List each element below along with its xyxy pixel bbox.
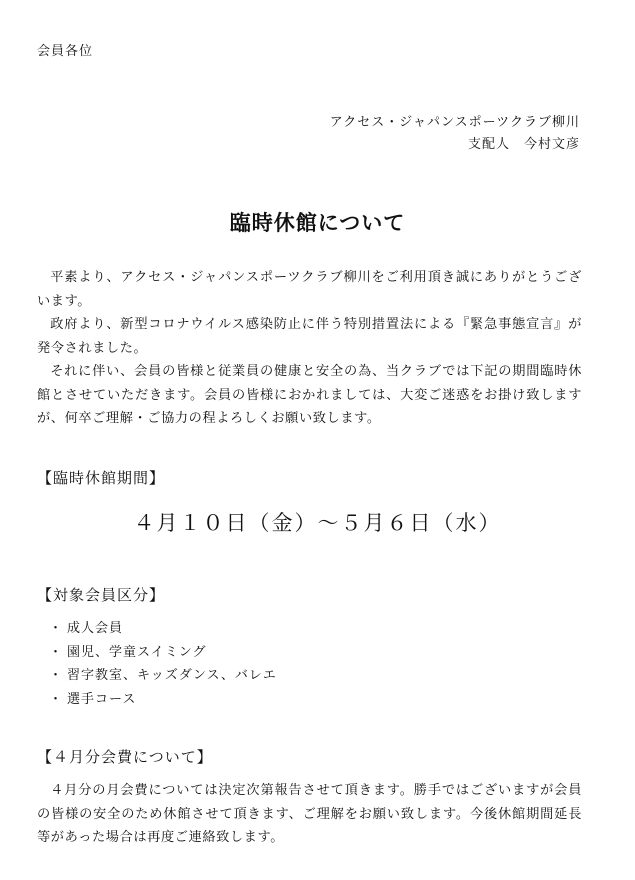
addressee: 会員各位 xyxy=(37,44,94,59)
page-title: 臨時休館について xyxy=(229,210,406,235)
intro-paragraph-declaration: 政府より、新型コロナウイルス感染防止に伴う特別措置法による『緊急事態宣言』が発令されました。 xyxy=(37,317,582,356)
bullet: ・ xyxy=(49,668,64,683)
intro-section xyxy=(37,266,582,431)
list-item xyxy=(49,688,277,712)
list-item-label: 成人会員 xyxy=(67,621,124,636)
closure-period-dates: ４月１０日（金）～５月６日（水） xyxy=(133,511,502,535)
target-members-list xyxy=(49,617,277,711)
april-fee-heading: 【４月分会費について】 xyxy=(37,748,213,766)
list-item-label: 園児、学童スイミング xyxy=(67,644,207,660)
list-item-label: 習字教室、キッズダンス、バレエ xyxy=(67,668,277,683)
sender-manager: 支配人 今村文彦 xyxy=(467,137,580,152)
closure-period-heading: 【臨時休館期間】 xyxy=(37,469,166,487)
bullet: ・ xyxy=(49,644,64,660)
intro-paragraph-greeting: 平素より、アクセス・ジャパンスポーツクラブ柳川をご利用頂き誠にありがとうございます。 xyxy=(37,270,582,309)
list-item xyxy=(49,641,277,665)
bullet: ・ xyxy=(49,691,64,707)
april-fee-section xyxy=(37,779,582,850)
bullet: ・ xyxy=(49,621,64,636)
list-item xyxy=(49,664,277,688)
intro-paragraph-closure: それに伴い、会員の皆様と従業員の健康と安全の為、当クラブでは下記の期間臨時休館とさせていただきます。会員の皆様におかれましては、大変ご迷惑をお掛け致しますが、何卒ご理解・ご協力の程よろしくお願い致します。 xyxy=(37,364,582,426)
sender-organization: アクセス・ジャパンスポーツクラブ柳川 xyxy=(329,115,580,130)
sender-block xyxy=(330,112,580,156)
target-members-heading: 【対象会員区分】 xyxy=(37,586,166,604)
list-item-label: 選手コース xyxy=(67,691,137,707)
list-item xyxy=(49,617,277,641)
april-fee-paragraph: ４月分の月会費については決定次第報告させて頂きます。勝手ではございますが会員の皆様の安全のため休館させて頂きます、ご理解をお願い致します。今後休館期間延長等があった場合は再度ご連絡致します。 xyxy=(37,783,582,845)
